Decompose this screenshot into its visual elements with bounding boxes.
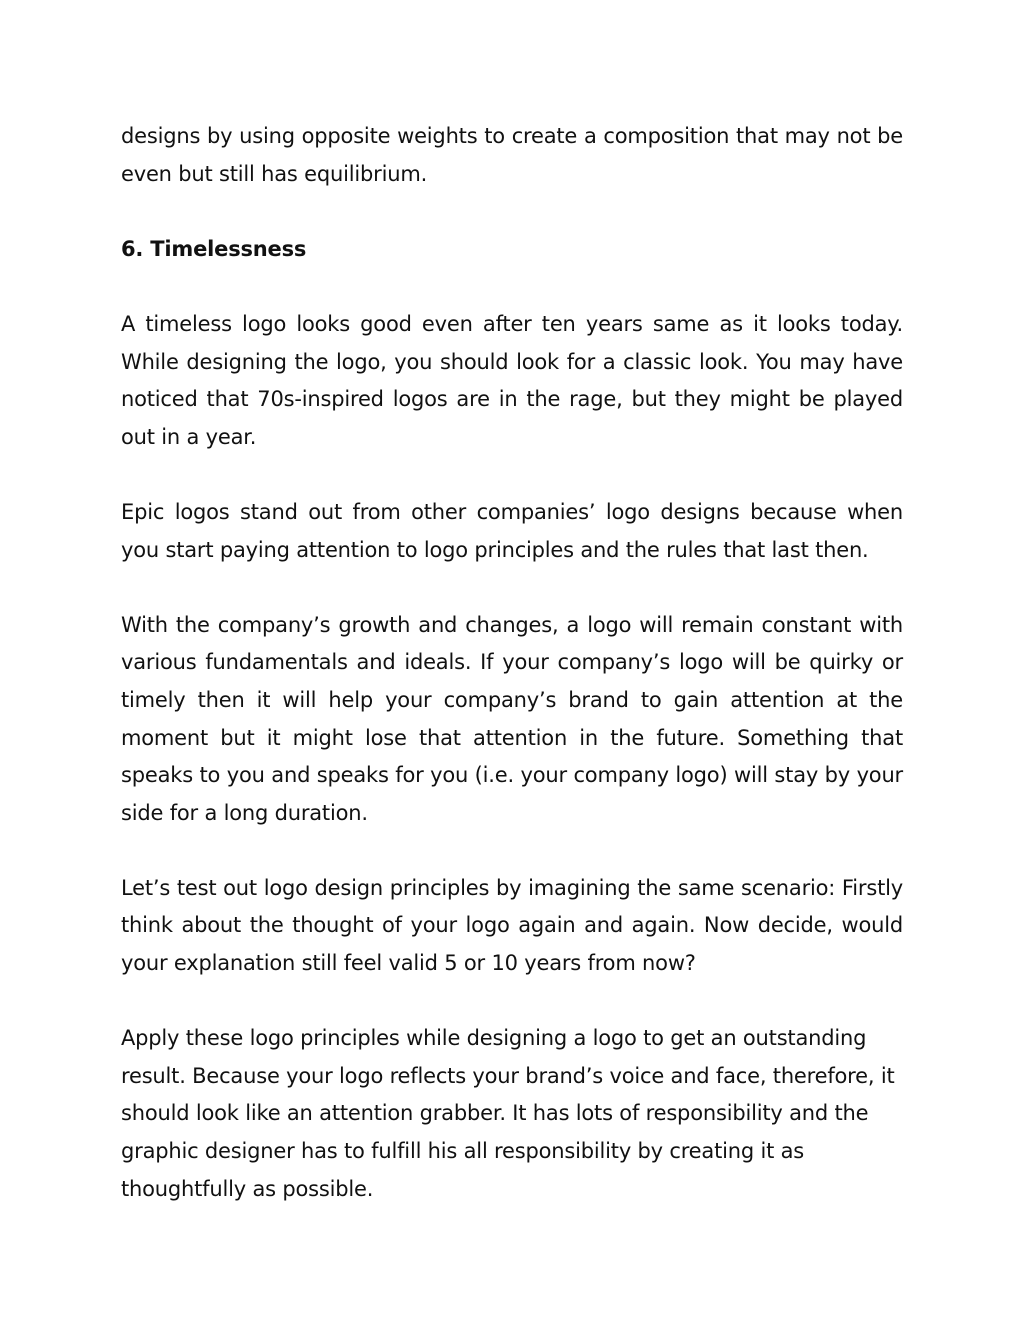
section-heading: 6. Timelessness <box>121 236 307 261</box>
paragraph-company-growth: With the company’s growth and changes, a logo will remain constant with various fundamentals and ideals. If your company’s logo will be quirky or timely then it will help your company’s brand to gain attention at the moment but it might lose that attention in the future. Something that speaks to you and speaks for you (i.e. your company logo) will stay by your side for a long duration. <box>121 612 903 825</box>
paragraph-test-principles: Let’s test out logo design principles by imagining the same scenario: Firstly think about the thought of your logo again and again. Now decide, would your explanation still feel valid 5 or 10 years from now? <box>121 875 903 976</box>
paragraph-timeless-logo: A timeless logo looks good even after ten years same as it looks today. While designing the logo, you should look for a classic look. You may have noticed that 70s-inspired logos are in the rage, but they might be played out in a year. <box>121 311 903 449</box>
intro-paragraph: designs by using opposite weights to create a composition that may not be even but still has equilibrium. <box>121 124 903 186</box>
document-page <box>121 118 903 1246</box>
paragraph-apply-principles: Apply these logo principles while designing a logo to get an outstanding result. Because your logo reflects your brand’s voice and face, therefore, it should look like an attention grabber. It has lots of responsibility and the graphic designer has to fulfill his all responsibility by creating it as thoughtfully as possible. <box>121 1026 895 1201</box>
paragraph-epic-logos: Epic logos stand out from other companies’ logo designs because when you start paying attention to logo principles and the rules that last then. <box>121 499 903 562</box>
